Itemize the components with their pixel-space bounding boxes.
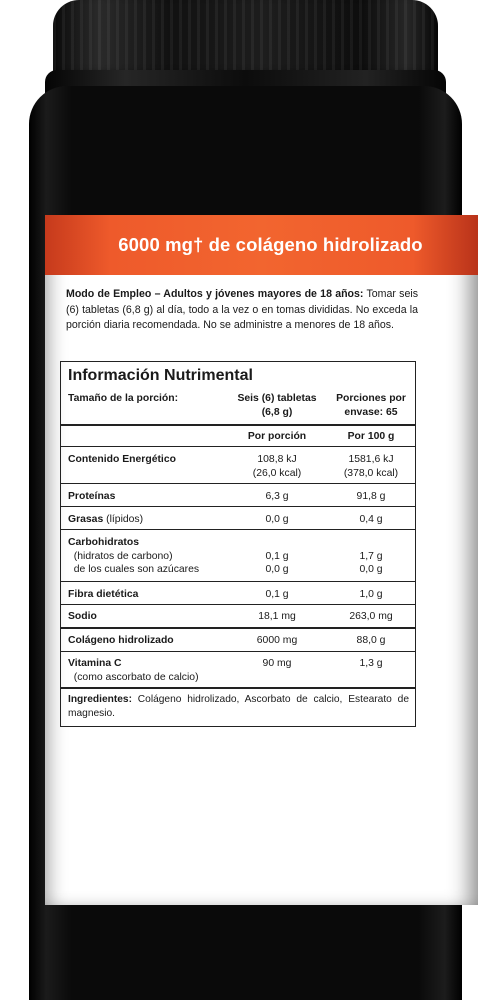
nutrient-per-serving bbox=[232, 550, 322, 577]
energy-kcal-100g: (378,0 kcal) bbox=[343, 467, 399, 479]
nutrition-facts-panel bbox=[60, 361, 416, 727]
nutrient-name bbox=[68, 536, 199, 577]
divider bbox=[61, 424, 415, 426]
nutrient-per-100g: 88,0 g bbox=[356, 635, 386, 646]
banner-text: 6000 mg† de colágeno hidrolizado bbox=[118, 234, 423, 255]
divider bbox=[61, 529, 415, 530]
sugars-value: 0,0 g bbox=[265, 564, 289, 575]
energy-kj: 108,8 kJ bbox=[257, 454, 297, 465]
nutrient-per-100g: 263,0 mg bbox=[349, 611, 393, 622]
vitamin-c-label: Vitamina C bbox=[68, 658, 122, 669]
nutrient-per-100g bbox=[329, 550, 413, 577]
fat-label: Grasas bbox=[68, 514, 104, 525]
serving-label: Tamaño de la porción: bbox=[68, 393, 179, 404]
divider bbox=[61, 687, 415, 689]
servings-line1: Porciones por bbox=[336, 393, 406, 404]
usage-instructions bbox=[66, 287, 418, 334]
divider bbox=[61, 446, 415, 447]
serving-value-line1: Seis (6) tabletas bbox=[237, 393, 317, 404]
energy-kj-100g: 1581,6 kJ bbox=[348, 454, 394, 465]
collagen-banner bbox=[45, 215, 478, 275]
nutrient-name: Fibra dietética bbox=[68, 589, 139, 600]
divider bbox=[61, 581, 415, 582]
per-100g-header: Por 100 g bbox=[347, 431, 395, 442]
carbs-label: Carbohidratos bbox=[68, 537, 140, 548]
divider bbox=[61, 604, 415, 605]
carbs-sub-label: (hidratos de carbono) bbox=[73, 550, 173, 562]
nutrient-per-serving: 0,1 g bbox=[265, 589, 289, 600]
ingredients bbox=[68, 693, 409, 720]
usage-heading: Modo de Empleo – Adultos y jóvenes mayores de 18 años: bbox=[66, 288, 364, 300]
servings-per-container bbox=[329, 392, 413, 419]
sugars-value-100g: 0,0 g bbox=[359, 564, 383, 575]
carbs-value: 0,1 g bbox=[265, 550, 289, 562]
divider bbox=[61, 651, 415, 652]
nutrient-per-100g bbox=[329, 453, 413, 480]
carbs-value-100g: 1,7 g bbox=[359, 550, 383, 562]
nutrient-per-100g: 91,8 g bbox=[356, 491, 386, 502]
nutrient-per-serving: 0,0 g bbox=[265, 514, 289, 525]
serving-value-line2: (6,8 g) bbox=[261, 406, 293, 418]
ingredients-label: Ingredientes: bbox=[68, 694, 132, 705]
vitamin-c-sub-label: (como ascorbato de calcio) bbox=[73, 671, 199, 683]
sugars-label: de los cuales son azúcares bbox=[73, 564, 200, 575]
nutrient-per-100g: 1,3 g bbox=[359, 658, 383, 669]
serving-value bbox=[232, 392, 322, 419]
divider bbox=[61, 627, 415, 629]
fat-label-suffix: (lípidos) bbox=[103, 514, 144, 525]
nutrient-name: Proteínas bbox=[68, 491, 116, 502]
nutrient-per-serving: 90 mg bbox=[262, 658, 292, 669]
nutrient-name bbox=[68, 514, 143, 525]
nutrient-per-serving: 18,1 mg bbox=[258, 611, 296, 622]
nutrient-per-100g: 1,0 g bbox=[359, 589, 383, 600]
nutrition-title: Información Nutrimental bbox=[68, 367, 253, 384]
nutrient-per-100g: 0,4 g bbox=[359, 514, 383, 525]
divider bbox=[61, 483, 415, 484]
ingredients-text: Colágeno hidrolizado, Ascorbato de calcio, Estearato de magnesio. bbox=[68, 694, 409, 719]
per-serving-header: Por porción bbox=[247, 431, 307, 442]
nutrient-name: Contenido Energético bbox=[68, 454, 176, 465]
nutrient-name: Colágeno hidrolizado bbox=[68, 635, 174, 646]
divider bbox=[61, 506, 415, 507]
bottle-cap bbox=[53, 0, 438, 80]
energy-kcal: (26,0 kcal) bbox=[252, 467, 302, 479]
usage-text: Tomar seis (6) tabletas (6,8 g) al día, todo a la vez o en tomas divididas. No exceda la porción diaria recomendada. No se administre a menores de 18 años. bbox=[66, 288, 419, 332]
nutrient-per-serving: 6,3 g bbox=[265, 491, 289, 502]
nutrient-name: Sodio bbox=[68, 611, 97, 622]
nutrient-name bbox=[68, 657, 199, 684]
nutrient-per-serving: 6000 mg bbox=[256, 635, 298, 646]
servings-line2: envase: 65 bbox=[344, 406, 398, 418]
nutrient-per-serving bbox=[232, 453, 322, 480]
